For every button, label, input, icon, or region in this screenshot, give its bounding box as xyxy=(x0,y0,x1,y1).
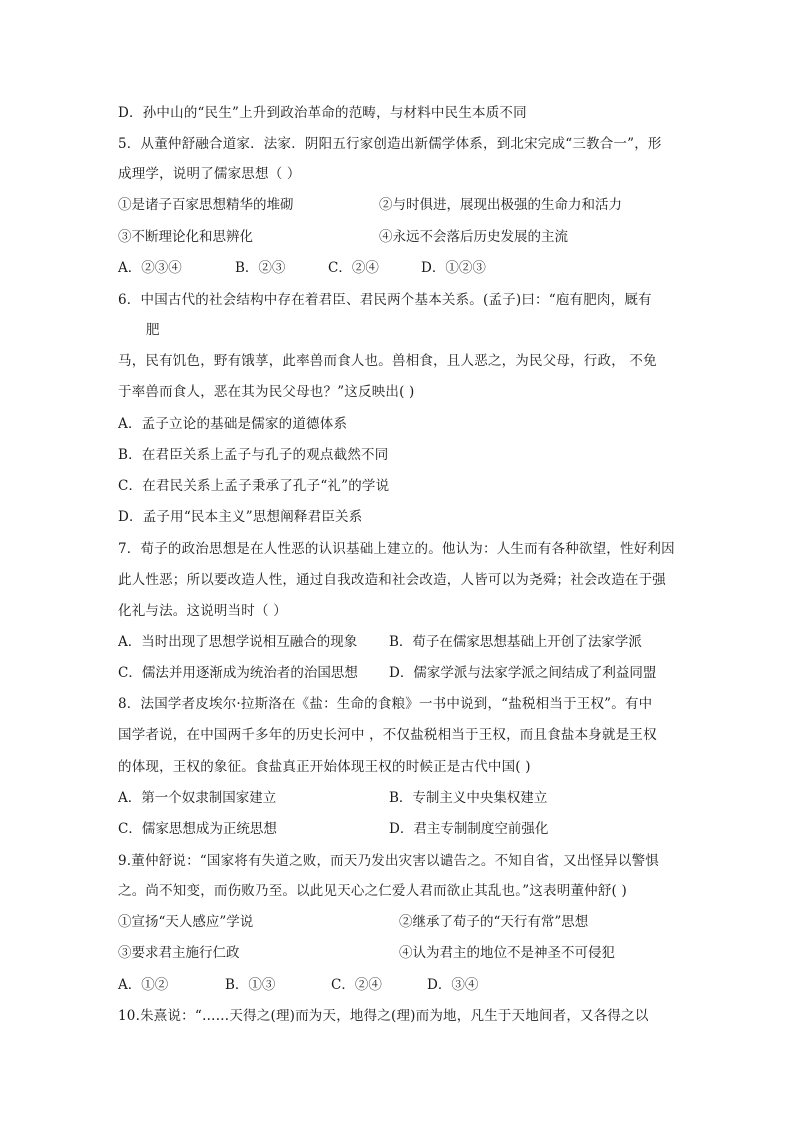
q8-stem-line-1: 8．法国学者皮埃尔·拉斯洛在《盐：生命的食粮》一书中说到，“盐税相当于王权”。有中 xyxy=(118,696,653,712)
q8-option-a: A．第一个奴隶制国家建立 xyxy=(118,790,277,806)
q6-stem-line-3: 马，民有饥色，野有饿莩，此率兽而食人也。兽相食，且人恶之，为民父母，行政， 不免 xyxy=(118,353,657,369)
q6-option-d: D．孟子用“民本主义”思想阐释君臣关系 xyxy=(118,509,363,525)
q9-stem-line-1: 9.董仲舒说：“国家将有失道之败，而天乃发出灾害以谴告之。不知自省，又出怪异以警惧 xyxy=(118,853,659,869)
q5-option-a: A．②③④ xyxy=(118,260,182,276)
q6-option-b: B．在君臣关系上孟子与孔子的观点截然不同 xyxy=(118,447,389,463)
q8-stem-line-3: 的体现，王权的象征。食盐真正开始体现王权的时候正是古代中国( ) xyxy=(118,759,531,775)
q8-option-c: C．儒家思想成为正统思想 xyxy=(118,821,277,837)
q9-choice-1: ①宣扬“天人感应”学说 xyxy=(118,914,254,930)
q4-option-d: D．孙中山的“民生”上升到政治革命的范畴，与材料中民生本质不同 xyxy=(118,105,527,121)
q7-option-b: B．荀子在儒家思想基础上开创了法家学派 xyxy=(389,634,642,650)
q9-option-b: B．①③ xyxy=(225,977,276,993)
q9-option-c: C．②④ xyxy=(331,977,382,993)
q9-option-a: A．①② xyxy=(118,977,169,993)
q9-choice-4: ④认为君主的地位不是神圣不可侵犯 xyxy=(399,945,615,961)
q9-choice-2: ②继承了荀子的“天行有常”思想 xyxy=(399,914,589,930)
q5-option-d: D．①②③ xyxy=(421,260,486,276)
q10-stem-line-1: 10.朱熹说：“……天得之(理)而为天，地得之(理)而为地，凡生于天地间者，又各得之以 xyxy=(118,1008,649,1024)
q8-option-b: B．专制主义中央集权建立 xyxy=(389,790,548,806)
q9-stem-line-2: 之。尚不知变，而伤败乃至。以此见天心之仁爱人君而欲止其乱也。”这表明董仲舒( ) xyxy=(118,883,627,899)
q5-choice-1: ①是诸子百家思想精华的堆砌 xyxy=(118,197,294,213)
q5-choice-4: ④永远不会落后历史发展的主流 xyxy=(379,229,568,245)
q9-choice-3: ③要求君主施行仁政 xyxy=(118,945,240,961)
q8-stem-line-2: 国学者说，在中国两千多年的历史长河中 ，不仅盐税相当于王权，而且食盐本身就是王权 xyxy=(118,727,657,743)
q8-option-d: D．君主专制制度空前强化 xyxy=(389,821,549,837)
q9-option-d: D．③④ xyxy=(427,977,479,993)
q6-stem-line-2: 肥 xyxy=(146,322,160,338)
q6-option-c: C．在君民关系上孟子秉承了孔子“礼”的学说 xyxy=(118,478,390,494)
q6-option-a: A．孟子立论的基础是儒家的道德体系 xyxy=(118,416,348,432)
q5-choice-3: ③不断理论化和思辨化 xyxy=(118,229,253,245)
q6-stem-line-1: 6．中国古代的社会结构中存在着君臣、君民两个基本关系。(孟子)曰：“庖有肥肉，厩有 xyxy=(118,292,652,308)
q5-stem-line-1: 5．从董仲舒融合道家．法家．阴阳五行家创造出新儒学体系，到北宋完成“三教合一”，形 xyxy=(118,136,662,152)
q5-option-c: C．②④ xyxy=(328,260,379,276)
q7-stem-line-2: 此人性恶；所以要改造人性，通过自我改造和社会改造，人皆可以为尧舜；社会改造在于强 xyxy=(118,572,666,588)
q5-choice-2: ②与时俱进，展现出极强的生命力和活力 xyxy=(379,197,622,213)
q5-option-b: B．②③ xyxy=(235,260,286,276)
q7-stem-line-3: 化礼与法。这说明当时（ ） xyxy=(118,603,287,619)
q7-option-c: C．儒法并用逐渐成为统治者的治国思想 xyxy=(118,665,358,681)
q6-stem-line-4: 于率兽而食人，恶在其为民父母也？”这反映出( ) xyxy=(118,384,415,400)
q7-option-d: D．儒家学派与法家学派之间结成了利益同盟 xyxy=(389,665,657,681)
q7-stem-line-1: 7．荀子的政治思想是在人性恶的认识基础上建立的。他认为：人生而有各种欲望，性好利因 xyxy=(118,541,675,557)
q5-stem-line-2: 成理学，说明了儒家思想（ ） xyxy=(118,166,301,182)
q7-option-a: A．当时出现了思想学说相互融合的现象 xyxy=(118,634,358,650)
